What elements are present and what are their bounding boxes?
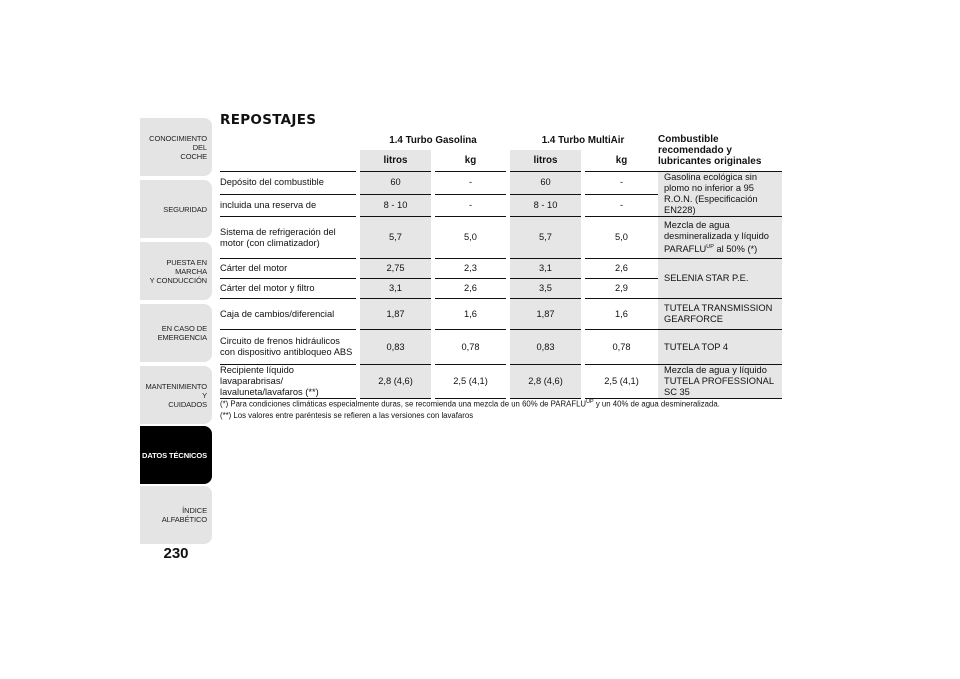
cell-value: 2,8 (4,6) bbox=[358, 365, 433, 399]
row-label: Recipiente líquido lavaparabrisas/ lavaluneta/lavafaros (**) bbox=[220, 365, 358, 399]
cell-value: 60 bbox=[508, 172, 583, 195]
cell-value: 2,5 (4,1) bbox=[583, 365, 658, 399]
row-label: Sistema de refrigeración del motor (con climatizador) bbox=[220, 217, 358, 259]
cell-value: - bbox=[583, 194, 658, 217]
fuel-cell: Gasolina ecológica sin plomo no inferior a 95 R.O.N. (Especificación EN228) bbox=[658, 172, 782, 217]
cell-value: 2,75 bbox=[358, 259, 433, 279]
fuel-cell: Mezcla de agua y líquido TUTELA PROFESSIONAL SC 35 bbox=[658, 365, 782, 399]
row-label: Cárter del motor bbox=[220, 259, 358, 279]
cell-value: - bbox=[433, 172, 508, 195]
footnotes bbox=[220, 397, 820, 421]
row-label: Circuito de frenos hidráulicos con dispositivo antibloqueo ABS bbox=[220, 330, 358, 365]
page-number: 230 bbox=[163, 545, 189, 562]
table-row bbox=[220, 299, 782, 330]
cell-value: 3,5 bbox=[508, 279, 583, 299]
row-label: Depósito del combustible bbox=[220, 172, 358, 195]
sub-header-kg: kg bbox=[433, 150, 508, 172]
tab-en-caso-de-emergencia[interactable]: EN CASO DE EMERGENCIA bbox=[140, 304, 212, 362]
tab-seguridad[interactable]: SEGURIDAD bbox=[140, 180, 212, 238]
fuel-cell: TUTELA TRANSMISSION GEARFORCE bbox=[658, 299, 782, 330]
fuel-cell: TUTELA TOP 4 bbox=[658, 330, 782, 365]
table-row bbox=[220, 172, 782, 195]
cell-value: 2,8 (4,6) bbox=[508, 365, 583, 399]
footnote-2: (**) Los valores entre paréntesis se refieren a las versiones con lavafaros bbox=[220, 410, 474, 420]
tab-datos-tecnicos[interactable]: DATOS TÉCNICOS bbox=[140, 426, 212, 484]
row-label: Cárter del motor y filtro bbox=[220, 279, 358, 299]
cell-value: 5,0 bbox=[583, 217, 658, 259]
cell-value: 5,7 bbox=[358, 217, 433, 259]
cell-value: 1,87 bbox=[358, 299, 433, 330]
group-header-gasolina: 1.4 Turbo Gasolina bbox=[389, 134, 477, 146]
cell-value: 2,9 bbox=[583, 279, 658, 299]
cell-value: 0,83 bbox=[508, 330, 583, 365]
footnote-1: (*) Para condiciones climáticas especialmente duras, se recomienda una mezcla de un 60% de $PARAFLU^{UP}$ y un 40% de agua desmineralizada. bbox=[220, 399, 720, 409]
row-label: Caja de cambios/diferencial bbox=[220, 299, 358, 330]
cell-value: 1,6 bbox=[433, 299, 508, 330]
fuel-cell: SELENIA STAR P.E. bbox=[658, 259, 782, 299]
cell-value: 5,7 bbox=[508, 217, 583, 259]
table-row bbox=[220, 365, 782, 399]
cell-value: 2,5 (4,1) bbox=[433, 365, 508, 399]
fuel-cell: Mezcla de agua desmineralizada y líquido $PARAFLU^{UP}$ al 50% (*) bbox=[658, 217, 782, 259]
cell-value: 60 bbox=[358, 172, 433, 195]
fuel-header: Combustible recomendado y lubricantes originales bbox=[658, 130, 782, 172]
page-title: REPOSTAJES bbox=[220, 112, 317, 128]
cell-value: 8 - 10 bbox=[508, 194, 583, 217]
cell-value: 3,1 bbox=[508, 259, 583, 279]
cell-value: 2,3 bbox=[433, 259, 508, 279]
group-header-multiair: 1.4 Turbo MultiAir bbox=[541, 134, 625, 146]
cell-value: 0,83 bbox=[358, 330, 433, 365]
tab-indice-alfabetico[interactable]: ÍNDICE ALFABÉTICO bbox=[140, 486, 212, 544]
cell-value: 3,1 bbox=[358, 279, 433, 299]
sub-header-kg: kg bbox=[583, 150, 658, 172]
cell-value: 1,87 bbox=[508, 299, 583, 330]
cell-value: 1,6 bbox=[583, 299, 658, 330]
table-row bbox=[220, 217, 782, 259]
cell-value: 0,78 bbox=[583, 330, 658, 365]
cell-value: - bbox=[583, 172, 658, 195]
cell-value: 5,0 bbox=[433, 217, 508, 259]
sub-header-litros: litros bbox=[508, 150, 583, 172]
refuelling-table bbox=[220, 130, 782, 399]
row-label: incluida una reserva de bbox=[220, 194, 358, 217]
tab-conocimiento-del-coche[interactable]: CONOCIMIENTO DEL COCHE bbox=[140, 118, 212, 176]
cell-value: - bbox=[433, 194, 508, 217]
table-group-header bbox=[220, 130, 782, 150]
cell-value: 8 - 10 bbox=[358, 194, 433, 217]
table-row bbox=[220, 330, 782, 365]
tab-mantenimiento[interactable]: MANTENIMIENTO Y CUIDADOS bbox=[140, 366, 212, 424]
cell-value: 0,78 bbox=[433, 330, 508, 365]
table-row bbox=[220, 259, 782, 279]
cell-value: 2,6 bbox=[433, 279, 508, 299]
sub-header-litros: litros bbox=[358, 150, 433, 172]
cell-value: 2,6 bbox=[583, 259, 658, 279]
tab-puesta-en-marcha[interactable]: PUESTA EN MARCHA Y CONDUCCIÓN bbox=[140, 242, 212, 300]
